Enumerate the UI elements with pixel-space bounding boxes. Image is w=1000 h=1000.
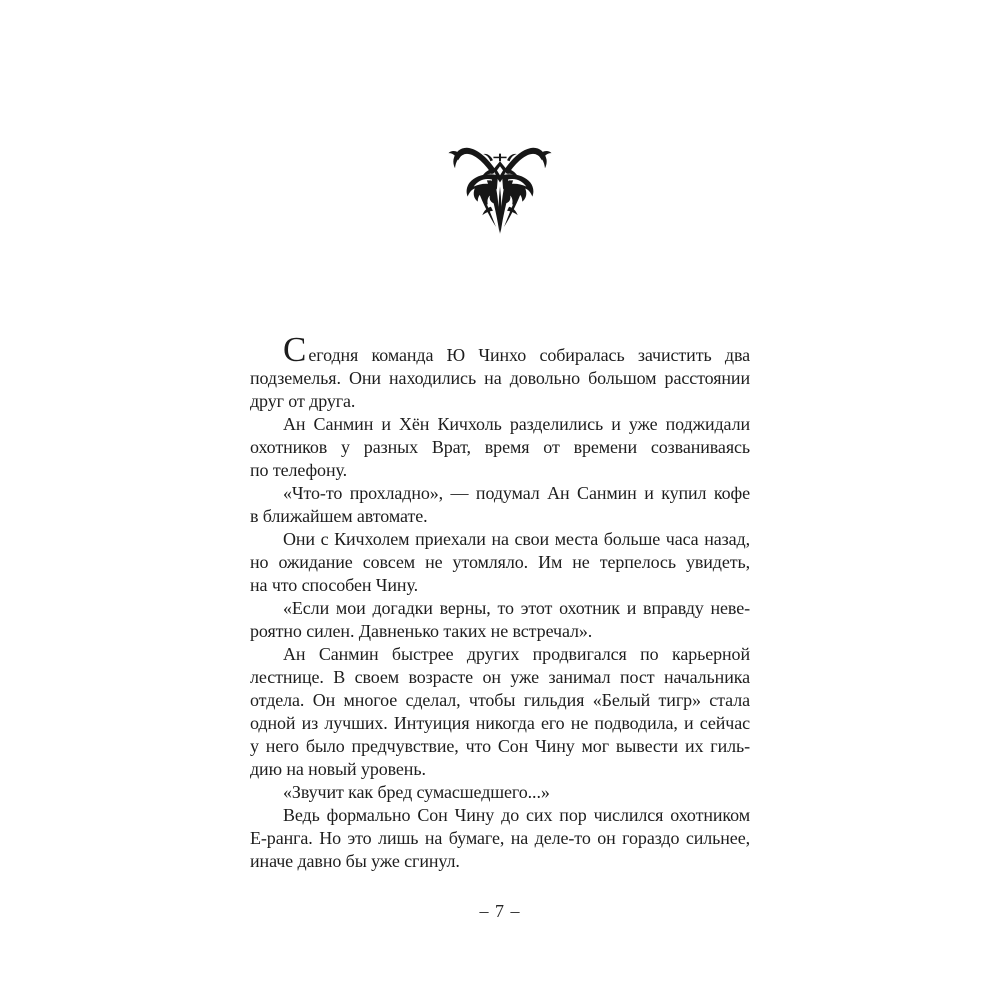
text-line: по телефону. [250, 460, 347, 480]
text-line: Они с Кичхолем приехали на свои места больше часа назад, [283, 529, 750, 549]
text-line: иначе давно бы уже сгинул. [250, 851, 460, 871]
drop-cap: С [283, 330, 307, 369]
text-line: дию на новый уровень. [250, 759, 426, 779]
text-line: Ан Санмин и Хён Кичхоль разделились и уже поджидали [283, 414, 750, 434]
chapter-ornament [443, 140, 557, 236]
text-line: «Если мои догадки верны, то этот охотник и вправду неве- [283, 598, 750, 618]
paragraph [250, 413, 750, 482]
text-line: лестнице. В своем возрасте он уже занимал пост начальника [250, 667, 750, 687]
page-number: – 7 – [479, 901, 521, 921]
text-line: охотников у разных Врат, время от времени созваниваясь [250, 437, 750, 457]
text-line: «Звучит как бред сумасшедшего...» [283, 782, 550, 802]
paragraph [250, 804, 750, 873]
text-line: роятно силен. Давненько таких не встречал». [250, 621, 593, 641]
paragraph [250, 528, 750, 597]
text-line: подземелья. Они находились на довольно большом расстоянии [250, 368, 750, 388]
text-line: Сегодня команда Ю Чинхо собиралась зачистить два [283, 330, 750, 369]
paragraph [250, 643, 750, 781]
text-line: одной из лучших. Интуиция никогда его не подводила, и сейчас [250, 713, 750, 733]
text-line: на что способен Чину. [250, 575, 418, 595]
paragraph [250, 330, 750, 413]
text-line: у него было предчувствие, что Сон Чину мог вывести их гиль- [250, 736, 750, 756]
text-line: Ведь формально Сон Чину до сих пор числился охотником [283, 805, 750, 825]
text-line: друг от друга. [250, 391, 356, 411]
text-line: Ан Санмин быстрее других продвигался по карьерной [283, 644, 750, 664]
paragraph [250, 781, 750, 804]
text-line: «Что-то прохладно», — подумал Ан Санмин и купил кофе [283, 483, 750, 503]
text-line: Е-ранга. Но это лишь на бумаге, на деле-то он гораздо сильнее, [250, 828, 750, 848]
paragraph [250, 482, 750, 528]
page-text [250, 330, 750, 873]
paragraph [250, 597, 750, 643]
text-line: но ожидание совсем не утомляло. Им не терпелось увидеть, [250, 552, 750, 572]
tribal-dragon-emblem-icon [443, 140, 557, 236]
text-line: отдела. Он многое сделал, чтобы гильдия «Белый тигр» стала [250, 690, 750, 710]
text-line: в ближайшем автомате. [250, 506, 428, 526]
